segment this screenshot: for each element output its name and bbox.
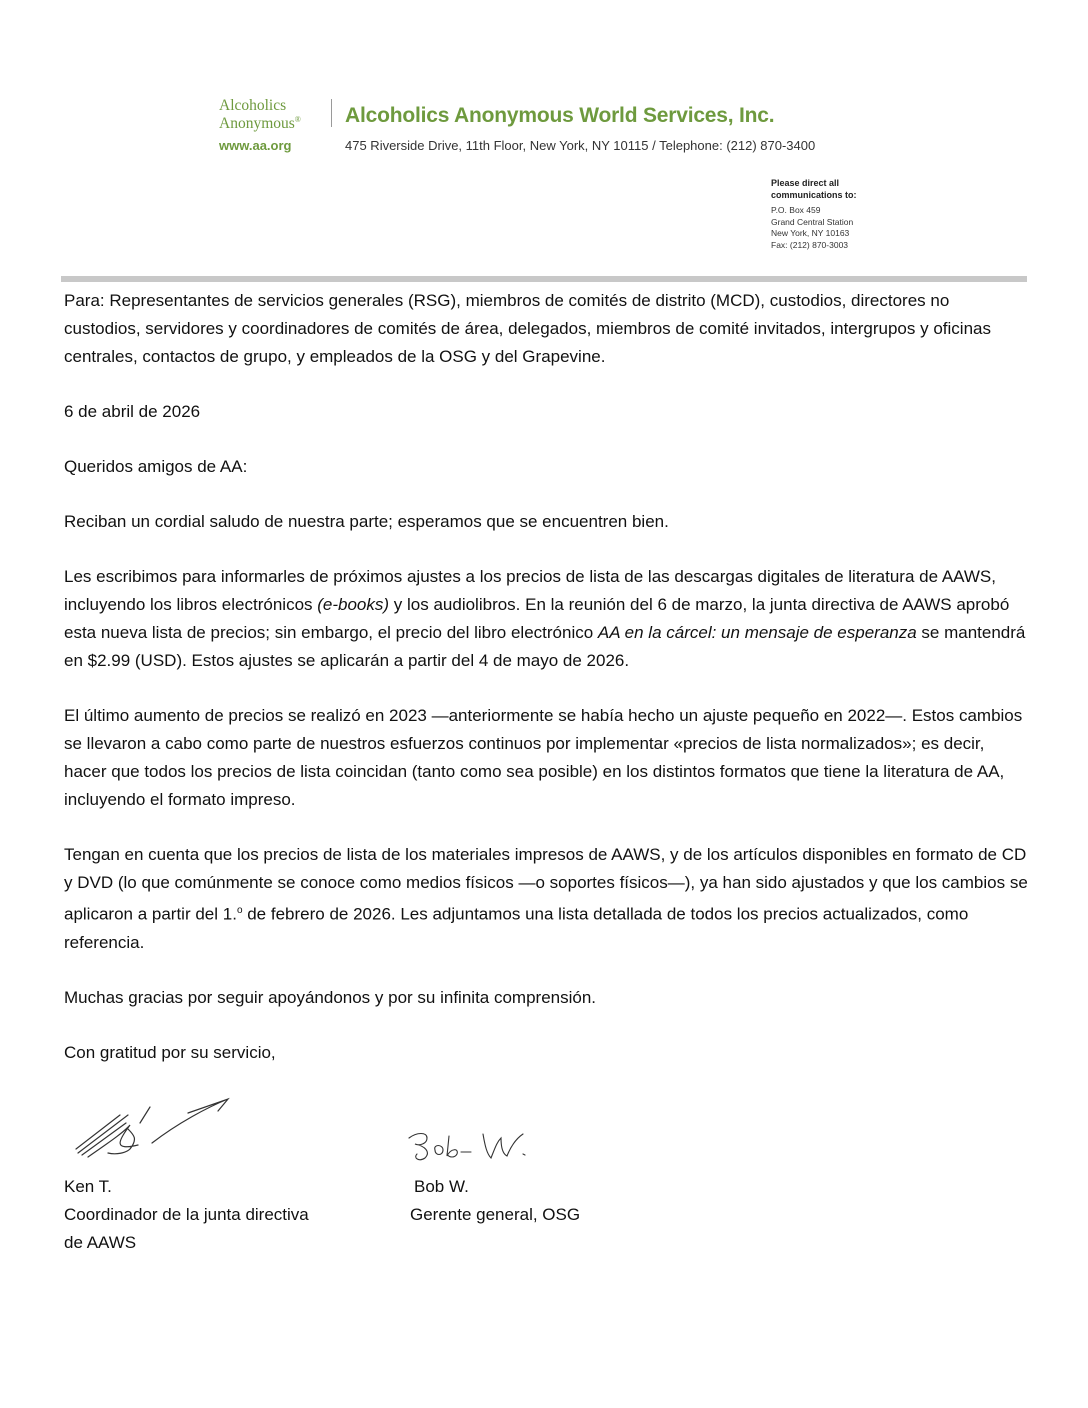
signer-name: Ken T. [64, 1177, 112, 1196]
organization-name: Alcoholics Anonymous World Services, Inc. [345, 104, 775, 127]
print-prices-paragraph: Tengan en cuenta que los precios de lista de los materiales impresos de AAWS, y de los artículos disponibles en formato de CD y DVD (lo que comúnmente se conoce como medios físicos —o soportes físicos—), ya han sido ajustados y que los cambios se aplicaron a partir del 1.$^o$ de febrero de 2026. Les adjuntamos una lista detallada de todos los precios actualizados, como referencia. [64, 845, 1028, 952]
signer-title: Gerente general, OSG [410, 1205, 581, 1224]
registered-mark: ® [294, 115, 301, 124]
direct-heading-1: Please direct all [771, 178, 840, 188]
thanks-paragraph: Muchas gracias por seguir apoyándonos y por su infinita comprensión. [64, 987, 597, 1007]
website-link[interactable]: www.aa.org [219, 138, 292, 153]
salutation: Queridos amigos de AA: [64, 457, 248, 476]
closing-line: Con gratitud por su servicio, [64, 1042, 276, 1062]
po-box: P.O. Box 459 [771, 205, 821, 215]
signer-title-cont: de AAWS [64, 1233, 137, 1252]
price-history-paragraph: El último aumento de precios se realizó en 2023 —anteriormente se había hecho un ajuste pequeño en 2022—. Estos cambios se llevaron a cabo como parte de nuestros esfuerzos continuos por implementar «precios de lista normalizados»; es decir, hacer que todos los precios de lista coincidan (tanto como sea posible) en los distintos formatos que tiene la literatura de AA, incluyendo el formato impreso. [64, 706, 1023, 809]
letter-date: 6 de abril de 2026 [64, 402, 201, 421]
signer-name: Bob W. [414, 1177, 469, 1196]
direct-heading-2: communications to: [771, 190, 857, 200]
organization-address: 475 Riverside Drive, 11th Floor, New York, NY 10115 / Telephone: (212) 870-3400 [345, 138, 816, 153]
signer-ken [64, 1173, 364, 1257]
logo-line-2: Anonymous [219, 115, 295, 133]
mailing-city: New York, NY 10163 [771, 228, 850, 238]
letter-body [64, 287, 1028, 1094]
header-rule [61, 276, 1027, 282]
signature-bob [405, 1124, 545, 1164]
signature-ken [68, 1093, 238, 1165]
station: Grand Central Station [771, 216, 854, 227]
recipients-paragraph: Para: Representantes de servicios generales (RSG), miembros de comités de distrito (MCD), custodios, directores no custodios, servidores y coordinadores de comités de área, delegados, miembros de comité invitados, intergrupos y oficinas centrales, contactos de grupo, y empleados de la OSG y del Grapevine. [64, 291, 991, 366]
fax-number: Fax: (212) 870-3003 [771, 239, 849, 250]
aa-logo [219, 99, 301, 131]
ebooks-term: (e-books) [317, 595, 390, 614]
signer-title: Coordinador de la junta directiva [64, 1205, 309, 1224]
book-title: AA en la cárcel: un mensaje de esperanza [597, 623, 917, 642]
letterhead-divider [331, 99, 332, 127]
greeting-paragraph: Reciban un cordial saludo de nuestra parte; esperamos que se encuentren bien. [64, 512, 669, 531]
signer-bob [410, 1173, 710, 1229]
mailing-address-block [771, 177, 857, 251]
logo-line-1: Alcoholics [219, 97, 287, 114]
price-adjustment-paragraph: Les escribimos para informarles de próximos ajustes a los precios de lista de las descargas digitales de literatura de AAWS, incluyendo los libros electrónicos (e-books) y los audiolibros. En la reunión del 6 de marzo, la junta directiva de AAWS aprobó esta nueva lista de precios; sin embargo, el precio del libro electrónico AA en la cárcel: un mensaje de esperanza se mantendrá en $2.99 (USD). Estos ajustes se aplicarán a partir del 4 de mayo de 2026. [64, 567, 1026, 670]
